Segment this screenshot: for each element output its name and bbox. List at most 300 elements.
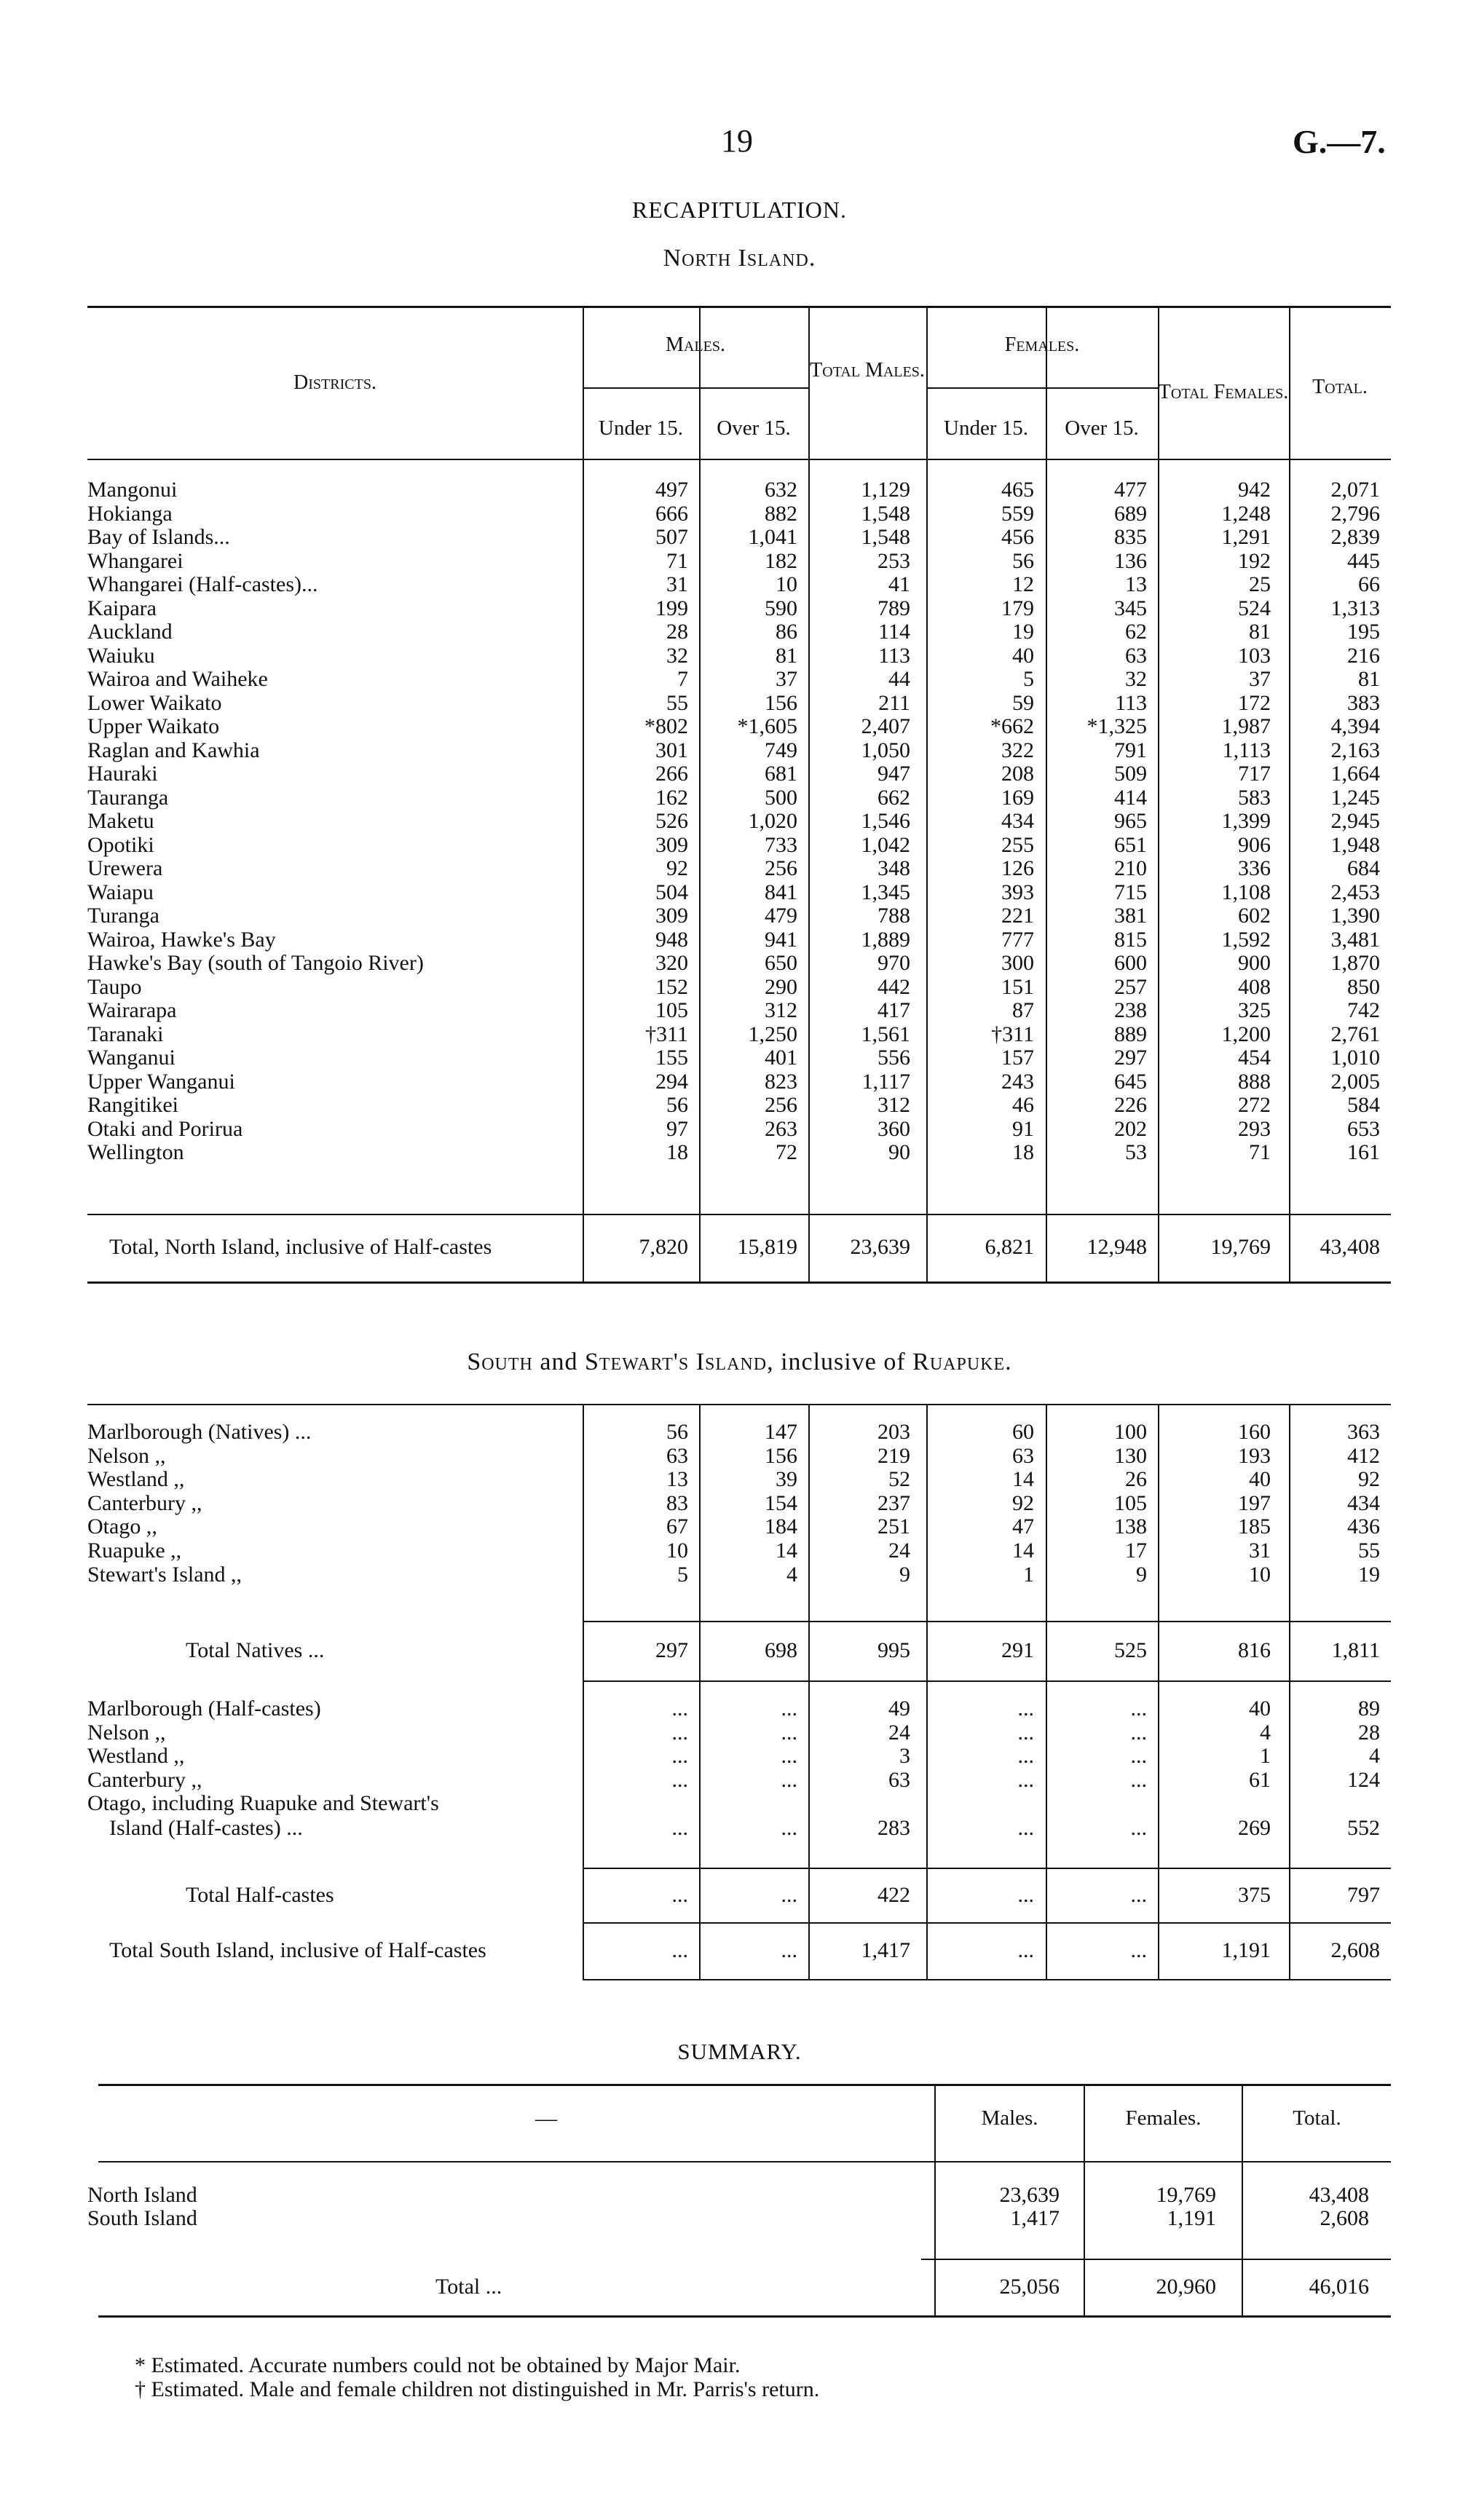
row-label: Hawke's Bay (south of Tangoio River) <box>87 951 424 975</box>
cell-col-7: 3,481 <box>1330 927 1380 952</box>
cell-col-7: 81 <box>1358 667 1380 691</box>
cell-col-3: 237 <box>877 1490 910 1515</box>
north-row <box>0 525 1479 550</box>
cell-col-2: 941 <box>765 927 797 952</box>
north-row <box>0 809 1479 834</box>
cell-col-7: 2,945 <box>1330 809 1380 833</box>
cell-col-7: 445 <box>1347 548 1380 573</box>
cell-col-2: 182 <box>765 548 797 573</box>
cell-col-7: 43,408 <box>1320 1235 1380 1259</box>
cell-col-5: 226 <box>1114 1093 1147 1117</box>
cell-col-4: 255 <box>1001 832 1034 857</box>
row-label: Raglan and Kawhia <box>87 738 260 762</box>
cell-col-4: 63 <box>1012 1443 1034 1468</box>
south-native-row <box>0 1539 1479 1563</box>
cell-col-6: 336 <box>1238 856 1271 880</box>
summary-total-cell: 46,016 <box>1309 2275 1369 2299</box>
cell-col-3: 1,561 <box>861 1022 910 1046</box>
cell-col-6: 40 <box>1249 1697 1271 1721</box>
cell-col-6: 816 <box>1238 1638 1271 1662</box>
summary-title: SUMMARY. <box>677 2039 802 2064</box>
cell-col-1: 297 <box>655 1638 688 1662</box>
cell-col-3: 348 <box>877 856 910 880</box>
cell-col-3: 556 <box>877 1046 910 1070</box>
cell-col-1: 309 <box>655 832 688 857</box>
col-total-males: Total Males. <box>810 359 925 382</box>
cell-col-2: 749 <box>765 738 797 762</box>
cell-col-2: 156 <box>765 1443 797 1468</box>
cell-col-4: 151 <box>1001 974 1034 999</box>
cell-col-6: 906 <box>1238 832 1271 857</box>
row-label: Total, North Island, inclusive of Half-castes <box>109 1235 492 1259</box>
cell-col-7: 684 <box>1347 856 1380 880</box>
cell-col-7: 363 <box>1347 1420 1380 1444</box>
cell-col-3: 251 <box>877 1514 910 1539</box>
cell-col-2: 733 <box>765 832 797 857</box>
south-title <box>0 1348 1479 1376</box>
north-island-title: North Island. <box>663 245 816 272</box>
cell-col-4: 126 <box>1001 856 1034 880</box>
cell-col-4: 87 <box>1012 998 1034 1022</box>
cell-col-1: 13 <box>666 1467 688 1492</box>
cell-col-7: 55 <box>1358 1539 1380 1563</box>
cell-col-4: 1 <box>1023 1562 1034 1587</box>
otago-cell-col-4: ... <box>1017 1816 1034 1840</box>
cell-col-4: 393 <box>1001 880 1034 904</box>
cell-col-7: 742 <box>1347 998 1380 1022</box>
north-row <box>0 1022 1479 1047</box>
cell-col-2: ... <box>781 1720 797 1745</box>
row-label: Wairoa, Hawke's Bay <box>87 927 276 952</box>
cell-col-4: 465 <box>1001 478 1034 502</box>
cell-col-2: 681 <box>765 762 797 786</box>
cell-col-7: 412 <box>1347 1443 1380 1468</box>
cell-col-6: 375 <box>1238 1883 1271 1907</box>
cell-col-6: 185 <box>1238 1514 1271 1539</box>
summary-total-top-rule <box>921 2259 1391 2260</box>
cell-col-5: 257 <box>1114 974 1147 999</box>
cell-col-6: 454 <box>1238 1046 1271 1070</box>
cell-col-2: 823 <box>765 1069 797 1094</box>
cell-col-1: 28 <box>666 620 688 644</box>
cell-col-7: 383 <box>1347 690 1380 715</box>
cell-col-1: 7 <box>677 667 688 691</box>
summary-bottom-rule <box>98 2315 1391 2318</box>
north-row <box>0 549 1479 574</box>
cell-col-5: 238 <box>1114 998 1147 1022</box>
cell-col-1: 266 <box>655 762 688 786</box>
north-row <box>0 833 1479 858</box>
cell-col-1: 507 <box>655 525 688 549</box>
natives-total-top-rule <box>583 1621 1391 1622</box>
cell-col-6: 583 <box>1238 785 1271 810</box>
cell-col-6: 900 <box>1238 951 1271 975</box>
cell-col-1: †311 <box>645 1022 688 1046</box>
north-row <box>0 691 1479 716</box>
cell-col-7: 2,796 <box>1330 501 1380 526</box>
cell-col-1: 83 <box>666 1490 688 1515</box>
row-label: Auckland <box>87 620 173 644</box>
row-label: Kaipara <box>87 596 157 620</box>
cell-col-5: 9 <box>1136 1562 1147 1587</box>
cell-col-5: 113 <box>1115 690 1147 715</box>
cell-col-3: 41 <box>888 572 910 596</box>
cell-col-6: 1,191 <box>1221 1938 1271 1962</box>
row-label: Stewart's Island ,, <box>87 1562 242 1587</box>
cell-col-7: 124 <box>1347 1767 1380 1792</box>
cell-col-1: 497 <box>655 478 688 502</box>
cell-col-7: 1,870 <box>1330 951 1380 975</box>
cell-col-7: 2,608 <box>1330 1938 1380 1962</box>
cell-col-5: 889 <box>1114 1022 1147 1046</box>
recapitulation-title: RECAPITULATION. <box>632 197 847 223</box>
row-label: Urewera <box>87 856 163 880</box>
south-native-row <box>0 1444 1479 1469</box>
south-title-e: Ruapuke. <box>912 1348 1012 1375</box>
cell-col-2: 39 <box>776 1467 797 1492</box>
cell-col-4: 434 <box>1001 809 1034 833</box>
summary-cell: 1,191 <box>1167 2206 1216 2230</box>
cell-col-1: ... <box>671 1720 688 1745</box>
row-label: Total Half-castes <box>186 1883 334 1907</box>
header-bottom-rule <box>87 459 1391 460</box>
cell-col-6: 1 <box>1260 1744 1271 1768</box>
females-subrule <box>926 387 1158 389</box>
cell-col-6: 1,592 <box>1221 927 1271 952</box>
cell-col-6: 37 <box>1249 667 1271 691</box>
cell-col-4: ... <box>1017 1767 1034 1792</box>
north-row <box>0 1117 1479 1142</box>
cell-col-5: 525 <box>1114 1638 1147 1662</box>
cell-col-2: 4 <box>786 1562 797 1587</box>
south-top-rule <box>87 1404 1391 1405</box>
cell-col-3: 1,548 <box>861 501 910 526</box>
cell-col-5: 12,948 <box>1086 1235 1147 1259</box>
cell-col-7: 1,010 <box>1330 1046 1380 1070</box>
summary-total-cell: 25,056 <box>999 2275 1060 2299</box>
cell-col-2: 81 <box>776 643 797 668</box>
cell-col-7: 1,811 <box>1331 1638 1380 1662</box>
cell-col-7: 1,245 <box>1330 785 1380 810</box>
cell-col-3: 49 <box>888 1697 910 1721</box>
cell-col-1: 7,820 <box>639 1235 688 1259</box>
cell-col-4: 59 <box>1012 690 1034 715</box>
cell-col-7: 797 <box>1347 1883 1380 1907</box>
cell-col-5: ... <box>1130 1697 1147 1721</box>
cell-col-2: 632 <box>765 478 797 502</box>
row-label: Total Natives ... <box>186 1638 325 1662</box>
cell-col-4: ... <box>1017 1697 1034 1721</box>
cell-col-2: 184 <box>765 1514 797 1539</box>
cell-col-7: 89 <box>1358 1697 1380 1721</box>
cell-col-6: 1,987 <box>1221 714 1271 738</box>
cell-col-3: 23,639 <box>850 1235 910 1259</box>
cell-col-3: 417 <box>877 998 910 1022</box>
cell-col-2: 72 <box>776 1140 797 1164</box>
cell-col-4: 221 <box>1001 904 1034 928</box>
cell-col-7: 19 <box>1358 1562 1380 1587</box>
cell-col-6: 193 <box>1238 1443 1271 1468</box>
cell-col-2: 500 <box>765 785 797 810</box>
cell-col-5: 965 <box>1114 809 1147 833</box>
cell-col-3: 422 <box>877 1883 910 1907</box>
summary-cell: 2,608 <box>1320 2206 1369 2230</box>
cell-col-5: ... <box>1130 1883 1147 1907</box>
cell-col-7: 850 <box>1347 974 1380 999</box>
cell-col-4: ... <box>1017 1938 1034 1962</box>
cell-col-6: 160 <box>1238 1420 1271 1444</box>
cell-col-2: 1,250 <box>748 1022 797 1046</box>
cell-col-2: 263 <box>765 1116 797 1141</box>
cell-col-5: 689 <box>1114 501 1147 526</box>
north-row <box>0 928 1479 952</box>
south-title-c: Stewart's Island, <box>584 1348 774 1375</box>
cell-col-3: 1,345 <box>861 880 910 904</box>
footnote-parris: † Estimated. Male and female children not distinguished in Mr. Parris's return. <box>135 2377 820 2401</box>
cell-col-3: 360 <box>877 1116 910 1141</box>
cell-col-7: 1,313 <box>1330 596 1380 620</box>
cell-col-7: 28 <box>1358 1720 1380 1745</box>
row-label: Hauraki <box>87 762 158 786</box>
cell-col-3: 970 <box>877 951 910 975</box>
cell-col-1: *802 <box>644 714 688 738</box>
cell-col-6: 31 <box>1249 1539 1271 1563</box>
row-label: Lower Waikato <box>87 690 222 715</box>
males-subrule <box>583 387 808 389</box>
summary-row-label: North Island <box>87 2183 197 2207</box>
north-row <box>0 762 1479 786</box>
cell-col-5: 477 <box>1114 478 1147 502</box>
cell-col-5: 26 <box>1125 1467 1147 1492</box>
cell-col-4: 208 <box>1001 762 1034 786</box>
col-districts: Districts. <box>293 371 376 394</box>
col-males: Males. <box>666 333 725 356</box>
cell-col-6: 103 <box>1238 643 1271 668</box>
cell-col-5: 105 <box>1114 1490 1147 1515</box>
cell-col-1: 92 <box>666 856 688 880</box>
col-males-over15: Over 15. <box>717 416 791 440</box>
cell-col-2: 86 <box>776 620 797 644</box>
cell-col-2: ... <box>781 1938 797 1962</box>
cell-col-3: 219 <box>877 1443 910 1468</box>
south-title-d: inclusive of <box>781 1348 906 1375</box>
cell-col-7: 434 <box>1347 1490 1380 1515</box>
row-label: Wairarapa <box>87 998 177 1022</box>
cell-col-4: 291 <box>1001 1638 1034 1662</box>
cell-col-1: 97 <box>666 1116 688 1141</box>
cell-col-6: 71 <box>1249 1140 1271 1164</box>
otago-cell-col-5: ... <box>1130 1816 1147 1840</box>
cell-col-6: 4 <box>1260 1720 1271 1745</box>
row-label: Mangonui <box>87 478 178 502</box>
row-label: Wellington <box>87 1140 184 1164</box>
row-label: Tauranga <box>87 785 169 810</box>
cell-col-2: ... <box>781 1697 797 1721</box>
cell-col-4: 60 <box>1012 1420 1034 1444</box>
cell-col-2: 1,041 <box>748 525 797 549</box>
cell-col-7: 2,163 <box>1330 738 1380 762</box>
cell-col-4: 5 <box>1023 667 1034 691</box>
cell-col-1: 948 <box>655 927 688 952</box>
north-row <box>0 1140 1479 1165</box>
cell-col-2: 15,819 <box>737 1235 797 1259</box>
north-row <box>0 904 1479 928</box>
cell-col-5: 815 <box>1114 927 1147 952</box>
summary-head-rule <box>98 2161 1391 2162</box>
cell-col-2: 290 <box>765 974 797 999</box>
cell-col-6: 81 <box>1249 620 1271 644</box>
cell-col-4: 179 <box>1001 596 1034 620</box>
half-caste-row <box>0 1697 1479 1721</box>
cell-col-2: 312 <box>765 998 797 1022</box>
cell-col-3: 1,050 <box>861 738 910 762</box>
south-native-row <box>0 1467 1479 1492</box>
cell-col-6: 1,399 <box>1221 809 1271 833</box>
cell-col-4: 6,821 <box>985 1235 1034 1259</box>
cell-col-7: 436 <box>1347 1514 1380 1539</box>
row-label: Taupo <box>87 974 142 999</box>
cell-col-4: 243 <box>1001 1069 1034 1094</box>
cell-col-1: 32 <box>666 643 688 668</box>
row-label: Waiapu <box>87 880 154 904</box>
cell-col-6: 61 <box>1249 1767 1271 1792</box>
north-row <box>0 880 1479 905</box>
cell-col-7: 92 <box>1358 1467 1380 1492</box>
north-row <box>0 620 1479 644</box>
cell-col-6: 408 <box>1238 974 1271 999</box>
cell-col-6: 1,291 <box>1221 525 1271 549</box>
cell-col-3: 1,042 <box>861 832 910 857</box>
cell-col-5: 297 <box>1114 1046 1147 1070</box>
row-label: Wairoa and Waiheke <box>87 667 268 691</box>
north-row <box>0 975 1479 1000</box>
row-label: Marlborough (Natives) ... <box>87 1420 312 1444</box>
cell-col-2: 37 <box>776 667 797 691</box>
row-label: Canterbury ,, <box>87 1767 202 1792</box>
cell-col-5: 138 <box>1114 1514 1147 1539</box>
cell-col-4: 46 <box>1012 1093 1034 1117</box>
cell-col-5: 100 <box>1114 1420 1147 1444</box>
cell-col-5: ... <box>1130 1720 1147 1745</box>
summary-dash: — <box>535 2106 557 2130</box>
south-title-b: and <box>540 1348 578 1375</box>
cell-col-6: 524 <box>1238 596 1271 620</box>
cell-col-4: 559 <box>1001 501 1034 526</box>
row-label: Otago ,, <box>87 1514 157 1539</box>
cell-col-4: ... <box>1017 1883 1034 1907</box>
south-native-row <box>0 1420 1479 1445</box>
cell-col-1: 526 <box>655 809 688 833</box>
cell-col-4: 157 <box>1001 1046 1034 1070</box>
cell-col-5: 715 <box>1114 880 1147 904</box>
cell-col-1: 152 <box>655 974 688 999</box>
cell-col-6: 272 <box>1238 1093 1271 1117</box>
cell-col-5: 32 <box>1125 667 1147 691</box>
cell-col-3: 1,548 <box>861 525 910 549</box>
cell-col-4: *662 <box>990 714 1034 738</box>
cell-col-3: 24 <box>888 1720 910 1745</box>
halfcaste-total-top-rule <box>583 1868 1391 1869</box>
cell-col-5: 62 <box>1125 620 1147 644</box>
north-row <box>0 786 1479 810</box>
cell-col-3: 1,117 <box>861 1069 910 1094</box>
cell-col-2: 10 <box>776 572 797 596</box>
cell-col-1: 301 <box>655 738 688 762</box>
document-reference: G.—7. <box>1293 123 1386 160</box>
cell-col-7: 66 <box>1358 572 1380 596</box>
cell-col-6: 192 <box>1238 548 1271 573</box>
row-label: Total South Island, inclusive of Half-castes <box>109 1938 486 1962</box>
cell-col-6: 888 <box>1238 1069 1271 1094</box>
south-native-row <box>0 1514 1479 1539</box>
cell-col-5: 130 <box>1114 1443 1147 1468</box>
cell-col-1: 105 <box>655 998 688 1022</box>
cell-col-4: 56 <box>1012 548 1034 573</box>
cell-col-6: 40 <box>1249 1467 1271 1492</box>
north-row <box>0 478 1479 502</box>
row-label: Marlborough (Half-castes) <box>87 1697 321 1721</box>
cell-col-3: 1,129 <box>861 478 910 502</box>
cell-col-3: 2,407 <box>861 714 910 738</box>
cell-col-4: 322 <box>1001 738 1034 762</box>
cell-col-7: 1,664 <box>1330 762 1380 786</box>
cell-col-1: 67 <box>666 1514 688 1539</box>
cell-col-1: ... <box>671 1767 688 1792</box>
cell-col-5: 136 <box>1114 548 1147 573</box>
row-label: Westland ,, <box>87 1744 185 1768</box>
cell-col-6: 325 <box>1238 998 1271 1022</box>
col-total: Total. <box>1312 376 1368 398</box>
cell-col-7: 2,839 <box>1330 525 1380 549</box>
cell-col-5: 202 <box>1114 1116 1147 1141</box>
cell-col-1: 199 <box>655 596 688 620</box>
cell-col-6: 717 <box>1238 762 1271 786</box>
cell-col-6: 293 <box>1238 1116 1271 1141</box>
cell-col-4: 777 <box>1001 927 1034 952</box>
cell-col-2: *1,605 <box>737 714 797 738</box>
row-label: Opotiki <box>87 832 154 857</box>
cell-col-6: 942 <box>1238 478 1271 502</box>
otago-label-line1: Otago, including Ruapuke and Stewart's <box>87 1791 439 1815</box>
cell-col-4: 300 <box>1001 951 1034 975</box>
cell-col-5: ... <box>1130 1744 1147 1768</box>
cell-col-2: 479 <box>765 904 797 928</box>
cell-col-6: 602 <box>1238 904 1271 928</box>
cell-col-4: 456 <box>1001 525 1034 549</box>
cell-col-7: 1,390 <box>1330 904 1380 928</box>
cell-col-2: 1,020 <box>748 809 797 833</box>
row-label: Westland ,, <box>87 1467 185 1492</box>
row-label: Ruapuke ,, <box>87 1539 182 1563</box>
half-caste-row <box>0 1721 1479 1745</box>
col-males-under15: Under 15. <box>599 416 683 440</box>
otago-cell-col-6: 269 <box>1238 1816 1271 1840</box>
cell-col-4: 91 <box>1012 1116 1034 1141</box>
cell-col-4: †311 <box>991 1022 1034 1046</box>
cell-col-1: ... <box>671 1938 688 1962</box>
north-row <box>0 998 1479 1023</box>
cell-col-2: 147 <box>765 1420 797 1444</box>
cell-col-1: 10 <box>666 1539 688 1563</box>
cell-col-2: 650 <box>765 951 797 975</box>
col-females: Females. <box>1004 333 1080 356</box>
summary-head-males: Males. <box>981 2106 1038 2130</box>
cell-col-6: 197 <box>1238 1490 1271 1515</box>
north-total-row <box>0 1235 1479 1260</box>
natives-total-bottom-rule <box>583 1680 1391 1682</box>
cell-col-3: 1,889 <box>861 927 910 952</box>
south-total-bottom-rule <box>583 1979 1391 1980</box>
